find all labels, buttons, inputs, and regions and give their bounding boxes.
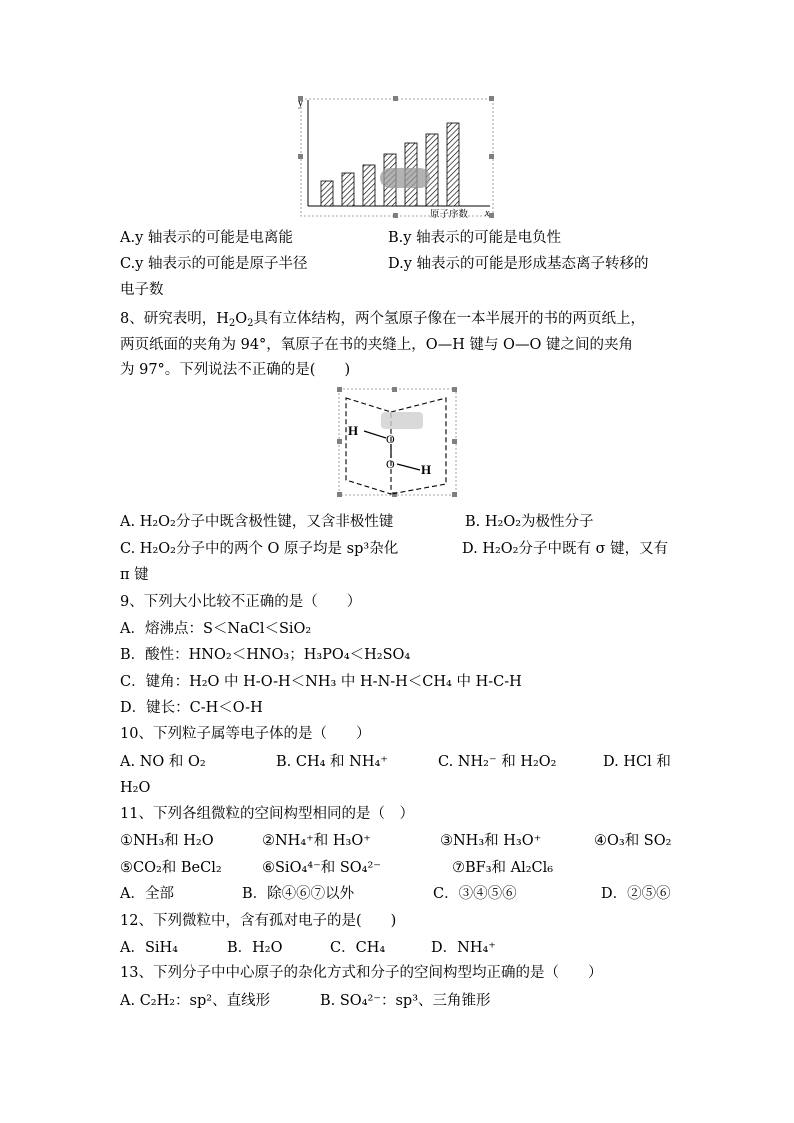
q12-option-c: C．CH₄ (330, 940, 386, 956)
bar (426, 134, 438, 206)
resize-handle[interactable] (298, 154, 303, 159)
q10-stem: 10、下列粒子属等电子体的是（ ） (120, 726, 371, 742)
q11-option-c: C．③④⑤⑥ (433, 886, 517, 902)
bars (321, 123, 459, 206)
q9-stem: 9、下列大小比较不正确的是（ ） (120, 594, 362, 610)
q9-option-c: C．键角：H₂O 中 H-O-H＜NH₃ 中 H-N-H＜CH₄ 中 H-C-H (120, 674, 522, 690)
q8-option-a: A. H₂O₂分子中既含极性键，又含非极性键 (120, 514, 394, 530)
resize-handle[interactable] (337, 387, 342, 392)
q11-stem: 11、下列各组微粒的空间构型相同的是（ ） (120, 806, 414, 822)
q10-option-b: B. CH₄ 和 NH₄⁺ (276, 754, 388, 770)
atom-h: H (421, 462, 432, 477)
q13-stem: 13、下列分子中中心原子的杂化方式和分子的空间构型均正确的是（ ） (120, 965, 603, 981)
resize-handle[interactable] (337, 492, 342, 497)
q8-option-d: D. H₂O₂分子中既有 σ 键，又有 (462, 541, 669, 557)
q12-option-b: B．H₂O (227, 940, 283, 956)
bar (342, 173, 354, 206)
resize-handle[interactable] (452, 387, 457, 392)
q8-stem-line3: 为 97°。下列说法不正确的是( ) (120, 362, 351, 378)
bar (363, 165, 375, 206)
q11-item: ⑥SiO₄⁴⁻和 SO₄²⁻ (262, 860, 381, 876)
q10-option-a: A. NO 和 O₂ (120, 754, 206, 770)
bar (447, 123, 459, 206)
resize-handle[interactable] (489, 154, 494, 159)
x-axis-letter: x (485, 208, 490, 219)
resize-handle[interactable] (393, 96, 398, 101)
x-axis-label: 原子序数 (430, 209, 469, 220)
q11-item: ④O₃和 SO₂ (594, 833, 672, 849)
resize-handle[interactable] (489, 213, 494, 218)
resize-handle[interactable] (452, 439, 457, 444)
rotate-handle[interactable] (381, 412, 423, 429)
q10-option-d: D. HCl 和 (603, 754, 671, 770)
q9-option-d: D．键长：C-H＜O-H (120, 700, 263, 716)
atom-h: H (348, 423, 359, 438)
atom-o: O (386, 432, 395, 446)
q11-item: ⑦BF₃和 Al₂Cl₆ (452, 860, 554, 876)
q9-option-b: B．酸性：HNO₂＜HNO₃；H₃PO₄＜H₂SO₄ (120, 647, 411, 663)
q11-option-a: A．全部 (120, 886, 174, 902)
h2o2-structure-figure (334, 384, 462, 500)
q9-option-a: A．熔沸点：S＜NaCl＜SiO₂ (120, 621, 312, 637)
resize-handle[interactable] (452, 492, 457, 497)
q11-item: ③NH₃和 H₃O⁺ (440, 833, 542, 849)
q13-option-a: A. C₂H₂：sp²、直线形 (120, 993, 271, 1009)
q8-option-d-cont: π 键 (120, 567, 149, 583)
q10-option-d-cont: H₂O (120, 780, 151, 796)
q8-option-b: B. H₂O₂为极性分子 (465, 514, 594, 530)
q8-option-c: C. H₂O₂分子中的两个 O 原子均是 sp³杂化 (120, 541, 399, 557)
selection-frame (339, 389, 456, 495)
atom-o: O (386, 457, 395, 471)
resize-handle[interactable] (489, 96, 494, 101)
o-h-bond (364, 431, 386, 438)
q8-stem-line2: 两页纸面的夹角为 94°，氧原子在书的夹缝上，O—H 键与 O—O 键之间的夹角 (120, 337, 633, 353)
q12-stem: 12、下列微粒中，含有孤对电子的是( ) (120, 913, 397, 929)
q11-item: ⑤CO₂和 BeCl₂ (120, 860, 222, 876)
q12-option-a: A．SiH₄ (120, 940, 178, 956)
q7-option-d-cont: 电子数 (120, 282, 164, 298)
resize-handle[interactable] (393, 213, 398, 218)
q13-option-b: B. SO₄²⁻：sp³、三角锥形 (320, 993, 491, 1009)
q7-option-d: D.y 轴表示的可能是形成基态离子转移的 (388, 256, 649, 272)
rotate-handle[interactable] (380, 168, 430, 188)
q11-option-d: D．②⑤⑥ (601, 886, 671, 902)
q8-stem-line1: 8、研究表明，$H_2O_2$具有立体结构，两个氢原子像在一本半展开的书的两页纸上， (120, 311, 646, 329)
q7-option-c: C.y 轴表示的可能是原子半径 (120, 256, 308, 272)
q12-option-d: D．NH₄⁺ (431, 940, 496, 956)
q7-option-b: B.y 轴表示的可能是电负性 (388, 230, 562, 246)
q11-item: ①NH₃和 H₂O (120, 833, 214, 849)
q11-item: ②NH₄⁺和 H₃O⁺ (262, 833, 371, 849)
bar (321, 181, 333, 206)
q7-option-a: A.y 轴表示的可能是电离能 (120, 230, 293, 246)
q10-option-c: C. NH₂⁻ 和 H₂O₂ (438, 754, 557, 770)
q11-option-b: B．除④⑥⑦以外 (242, 886, 355, 902)
resize-handle[interactable] (392, 387, 397, 392)
y-axis-label: y (298, 98, 303, 109)
o-h-bond (397, 464, 420, 470)
resize-handle[interactable] (337, 439, 342, 444)
bar-figure (296, 92, 500, 222)
